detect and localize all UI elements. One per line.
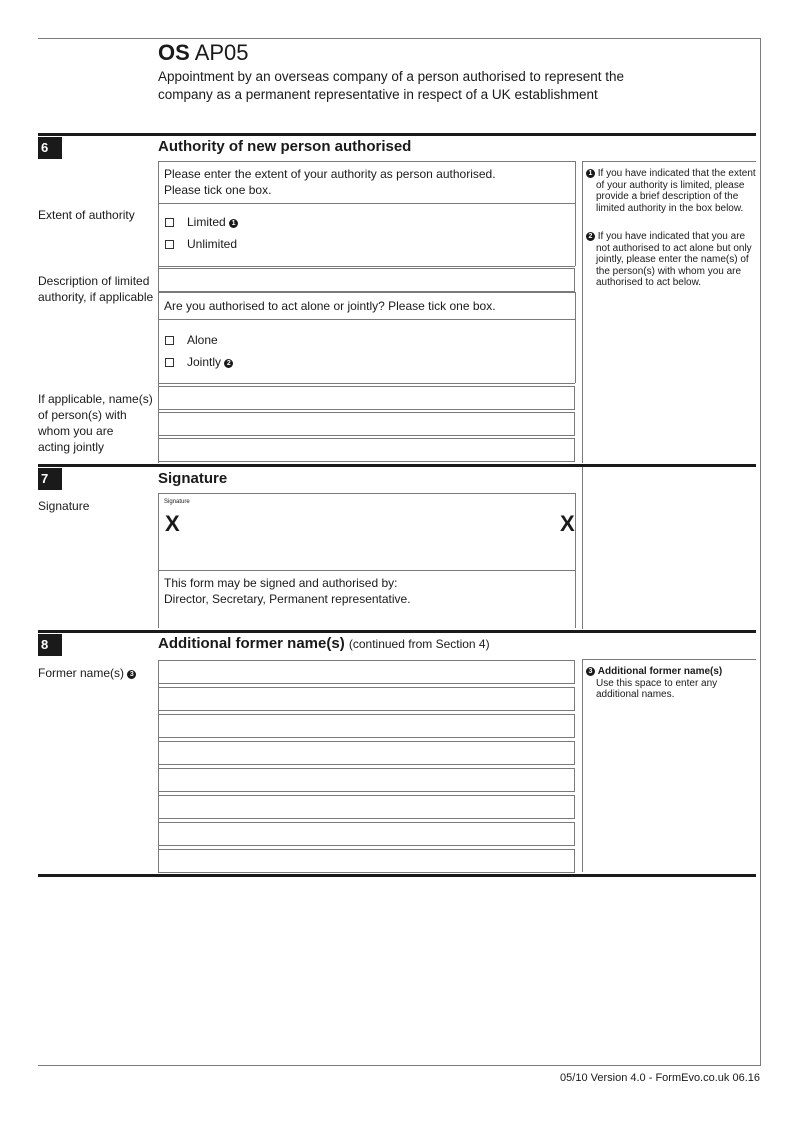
help-note-line: not authorised to act alone but only — [596, 242, 752, 254]
section-title: Authority of new person authorised — [158, 138, 412, 155]
section-number: 6 — [38, 137, 62, 159]
info-three-icon: 3 — [586, 667, 595, 676]
former-names-label-text: Former name(s) — [38, 666, 125, 680]
former-name-input[interactable] — [158, 741, 575, 765]
right-rule — [760, 38, 761, 1066]
description-label — [38, 273, 153, 305]
former-name-input[interactable] — [158, 714, 575, 738]
section-title — [158, 634, 490, 654]
signature-caption: Signature — [164, 499, 190, 505]
former-name-input[interactable] — [158, 687, 575, 711]
content-rule — [158, 161, 575, 162]
jointly-label-text: Jointly — [187, 355, 222, 369]
former-name-input[interactable] — [158, 795, 575, 819]
description-label-line: authority, if applicable — [38, 290, 154, 304]
content-right-rule — [575, 161, 576, 203]
limited-label-text: Limited — [187, 215, 226, 229]
unlimited-checkbox[interactable] — [165, 240, 174, 249]
help-panel-left — [582, 659, 583, 872]
signature-start-mark: X — [165, 511, 180, 536]
content-rule — [158, 570, 575, 571]
jointly-checkbox[interactable] — [165, 358, 174, 367]
section-rule — [38, 133, 756, 136]
form-code-number: AP05 — [194, 40, 249, 65]
joint-name-input[interactable] — [158, 386, 575, 410]
limited-option-label — [187, 214, 238, 230]
help-note-line: If you have indicated that you are — [597, 231, 746, 242]
description-label-line: Description of limited — [38, 274, 150, 288]
form-title — [158, 68, 624, 104]
help-panel-top — [582, 659, 756, 660]
help-note-line: the person(s) with whom you are — [596, 265, 742, 277]
section-title-text: Additional former name(s) — [158, 635, 345, 652]
section-title-suffix: (continued from Section 4) — [348, 637, 490, 651]
bottom-rule — [38, 1065, 761, 1066]
info-three-icon: 3 — [127, 670, 136, 679]
signature-box[interactable] — [159, 494, 575, 570]
joint-name-input[interactable] — [158, 438, 575, 462]
end-rule — [38, 874, 756, 877]
section-title: Signature — [158, 470, 228, 487]
section-rule — [38, 464, 756, 467]
help-note-2 — [586, 231, 758, 289]
jointly-question: Are you authorised to act alone or jointly? Please tick one box. — [164, 299, 496, 313]
signatories-note-line: This form may be signed and authorised by: — [164, 576, 398, 590]
instruction-line: Please tick one box. — [164, 183, 272, 197]
alone-option-label: Alone — [187, 333, 218, 347]
content-rule — [158, 319, 575, 320]
info-one-icon: 1 — [229, 219, 238, 228]
help-panel-top — [582, 161, 756, 162]
joint-names-label-line: whom you are — [38, 424, 114, 438]
info-two-icon: 2 — [586, 232, 595, 241]
content-right-rule — [575, 493, 576, 628]
content-rule — [158, 292, 575, 293]
extent-of-authority-label: Extent of authority — [38, 208, 135, 222]
joint-names-label-line: If applicable, name(s) — [38, 392, 153, 406]
section-number: 7 — [38, 468, 62, 490]
content-right-rule — [575, 292, 576, 383]
help-note-1 — [586, 168, 758, 214]
form-code-prefix: OS — [158, 40, 190, 65]
joint-name-input[interactable] — [158, 412, 575, 436]
info-two-icon: 2 — [224, 359, 233, 368]
help-panel-left — [582, 161, 583, 463]
help-panel-left — [582, 467, 583, 629]
signature-end-mark: X — [560, 511, 575, 536]
former-names-label — [38, 665, 136, 681]
signatories-note — [164, 575, 411, 607]
jointly-option-label — [187, 354, 233, 370]
help-note-3 — [586, 666, 758, 701]
form-title-line: company as a permanent representative in respect of a UK establishment — [158, 87, 598, 102]
help-note-line: of your authority is limited, please — [596, 179, 745, 191]
help-note-title: Additional former name(s) — [597, 666, 723, 677]
joint-names-label-line: acting jointly — [38, 440, 105, 454]
form-code — [158, 40, 249, 66]
description-input[interactable] — [158, 268, 575, 292]
help-note-line: If you have indicated that the extent — [597, 168, 756, 179]
former-name-input[interactable] — [158, 849, 575, 873]
help-note-line: jointly, please enter the name(s) of — [596, 254, 749, 265]
joint-names-label-line: of person(s) with — [38, 408, 127, 422]
help-note-line: authorised to act below. — [596, 277, 702, 288]
signatories-note-line: Director, Secretary, Permanent representative. — [164, 592, 411, 606]
extent-instruction — [164, 166, 496, 198]
instruction-line: Please enter the extent of your authority as person authorised. — [164, 167, 496, 181]
limited-checkbox[interactable] — [165, 218, 174, 227]
joint-names-label — [38, 391, 153, 455]
info-one-icon: 1 — [586, 169, 595, 178]
former-name-input[interactable] — [158, 660, 575, 684]
unlimited-option-label: Unlimited — [187, 237, 238, 251]
content-right-rule — [575, 203, 576, 266]
section-number: 8 — [38, 634, 62, 656]
content-rule — [158, 266, 575, 267]
signature-label: Signature — [38, 499, 90, 513]
content-rule — [158, 383, 575, 384]
version-footer: 05/10 Version 4.0 - FormEvo.co.uk 06.16 — [560, 1072, 760, 1084]
help-note-line: additional names. — [596, 689, 675, 700]
help-note-line: Use this space to enter any — [596, 677, 718, 689]
top-rule — [38, 38, 761, 39]
content-rule — [158, 203, 575, 204]
former-name-input[interactable] — [158, 822, 575, 846]
alone-checkbox[interactable] — [165, 336, 174, 345]
form-title-line: Appointment by an overseas company of a person authorised to represent the — [158, 69, 625, 84]
help-note-line: provide a brief description of the — [596, 191, 739, 202]
help-note-line: limited authority in the box below. — [596, 202, 744, 214]
section-rule — [38, 630, 756, 633]
former-name-input[interactable] — [158, 768, 575, 792]
